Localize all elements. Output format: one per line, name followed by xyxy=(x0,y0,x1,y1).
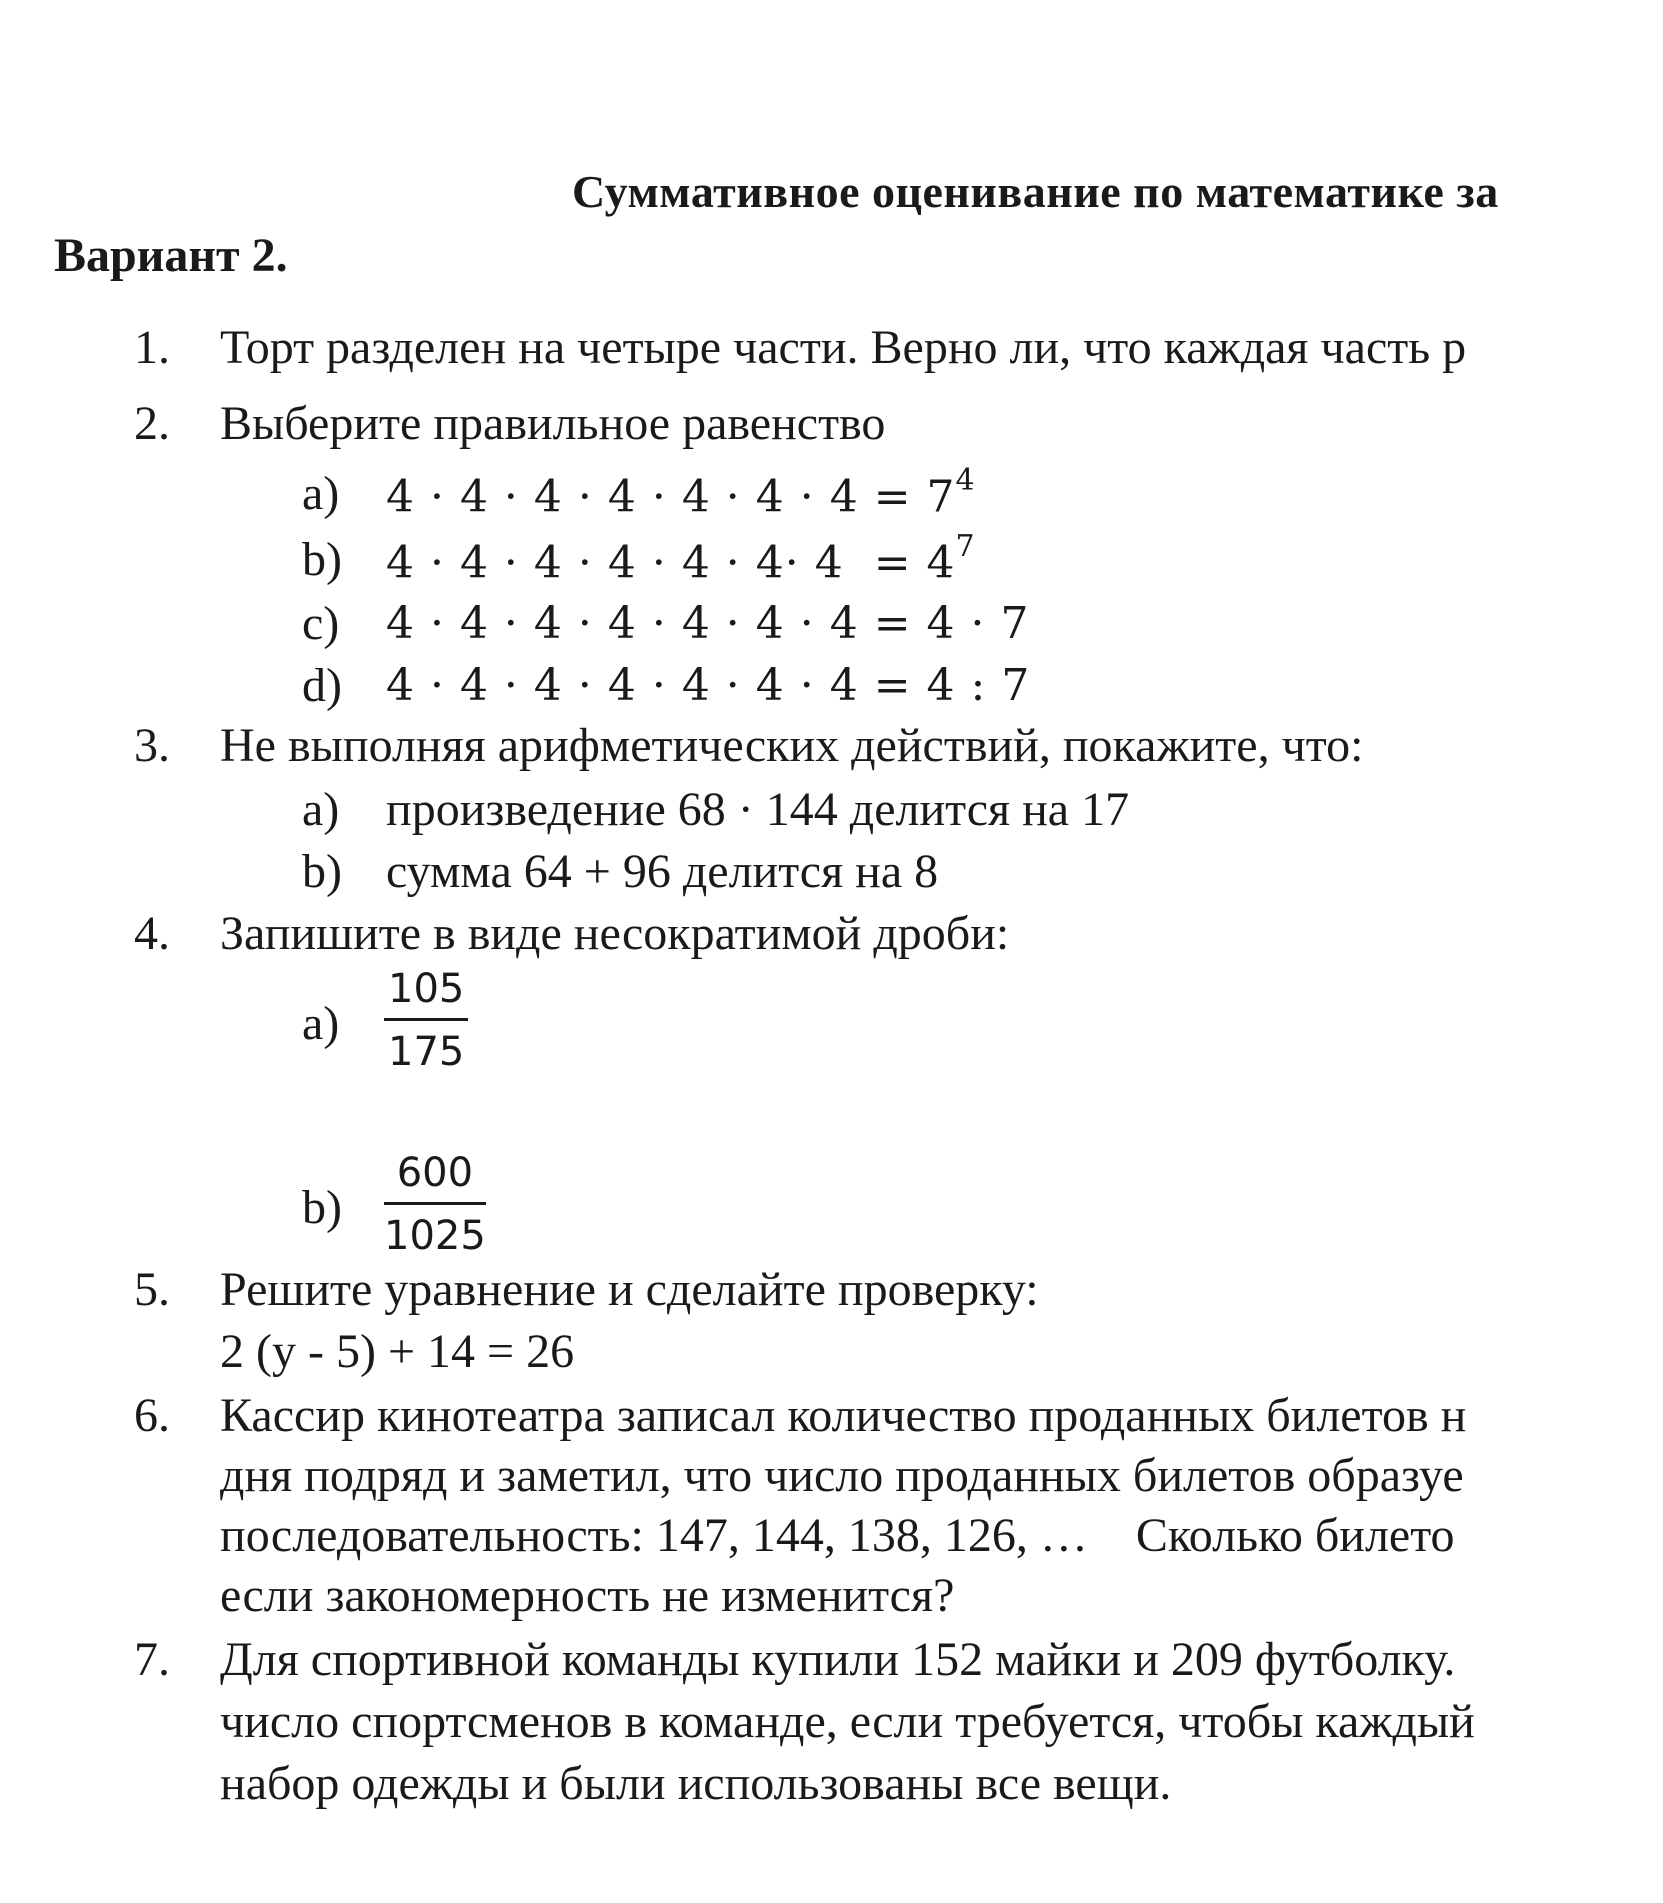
equation-option-d: 4 · 4 · 4 · 4 · 4 · 4 · 4 = 4 : 7 xyxy=(386,660,1031,711)
option-label: a) xyxy=(302,997,340,1050)
question-text-line: дня подряд и заметил, что число проданных билетов образуе xyxy=(220,1449,1464,1502)
fraction-b xyxy=(384,1150,486,1259)
equation-option-c: 4 · 4 · 4 · 4 · 4 · 4 · 4 = 4 · 7 xyxy=(386,598,1030,649)
option-label: b) xyxy=(302,533,342,586)
option-label: b) xyxy=(302,1181,342,1234)
equation-option-a xyxy=(386,463,976,523)
question-number: 2. xyxy=(134,397,170,450)
equation: 2 (y - 5) + 14 = 26 xyxy=(220,1325,575,1378)
fraction-a xyxy=(384,966,468,1075)
equation-text: 4 · 4 · 4 · 4 · 4 · 4· 4 = 4 xyxy=(386,537,956,589)
question-text: Не выполняя арифметических действий, покажите, что: xyxy=(220,719,1364,772)
question-number: 3. xyxy=(134,719,170,772)
variant-label: Вариант 2. xyxy=(54,229,288,282)
question-text: Торт разделен на четыре части. Верно ли, что каждая часть р xyxy=(220,321,1467,374)
question-text-line: число спортсменов в команде, если требуется, чтобы каждый xyxy=(220,1695,1475,1748)
question-text: Выберите правильное равенство xyxy=(220,397,886,450)
option-label: a) xyxy=(302,467,340,520)
denominator: 175 xyxy=(388,1029,465,1075)
question-number: 1. xyxy=(134,321,170,374)
page-title: Суммативное оценивание по математике за xyxy=(572,166,1499,217)
option-label: d) xyxy=(302,659,342,712)
question-number: 5. xyxy=(134,1263,170,1316)
question-text-line: последовательность: 147, 144, 138, 126, … Сколько билето xyxy=(220,1509,1455,1562)
option-text: сумма 64 + 96 делится на 8 xyxy=(386,845,939,898)
equation-option-b xyxy=(386,529,976,589)
question-text-line: Кассир кинотеатра записал количество проданных билетов н xyxy=(220,1389,1467,1442)
question-text-line: Для спортивной команды купили 152 майки и 209 футболку. xyxy=(220,1633,1456,1686)
question-number: 4. xyxy=(134,907,170,960)
option-text: произведение 68 · 144 делится на 17 xyxy=(386,783,1130,836)
question-text-line: набор одежды и были использованы все вещи. xyxy=(220,1757,1172,1810)
numerator: 600 xyxy=(384,1150,486,1205)
exponent: 7 xyxy=(955,529,976,564)
numerator: 105 xyxy=(384,966,468,1021)
option-label: b) xyxy=(302,845,342,898)
exponent: 4 xyxy=(955,463,976,498)
question-text: Решите уравнение и сделайте проверку: xyxy=(220,1263,1039,1316)
option-label: a) xyxy=(302,783,340,836)
question-text: Запишите в виде несократимой дроби: xyxy=(220,907,1010,960)
equation-text: 4 · 4 · 4 · 4 · 4 · 4 · 4 = 7 xyxy=(386,471,956,523)
question-number: 7. xyxy=(134,1633,170,1686)
question-number: 6. xyxy=(134,1389,170,1442)
option-label: c) xyxy=(302,597,340,650)
denominator: 1025 xyxy=(384,1213,486,1259)
question-text-line: если закономерность не изменится? xyxy=(220,1569,955,1622)
